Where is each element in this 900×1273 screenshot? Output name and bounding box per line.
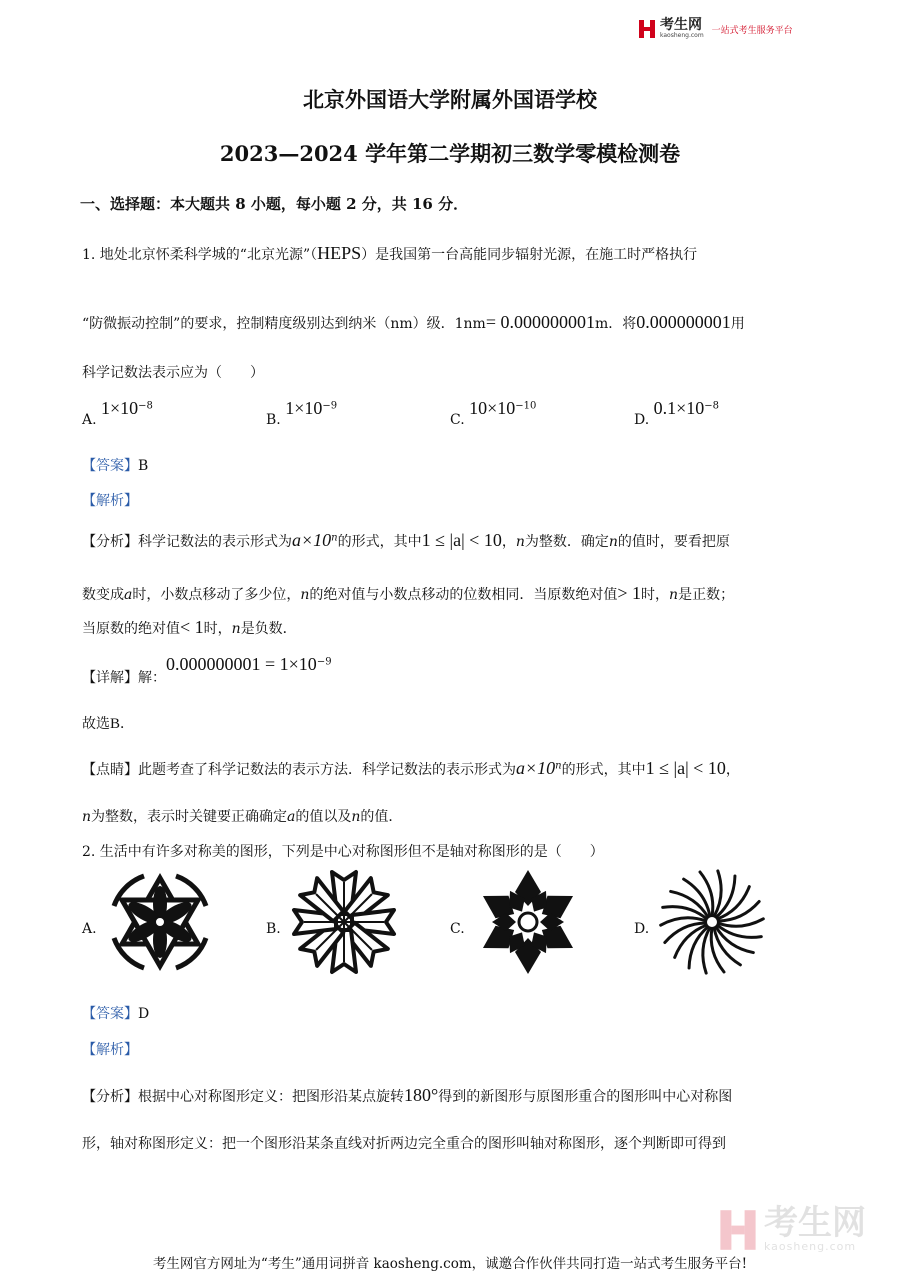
xiangjie-tag: 【详解】 <box>82 670 138 686</box>
math-n: n <box>515 534 525 550</box>
q1-dianjing-line2 <box>82 806 402 826</box>
q1-unit: m <box>594 316 609 332</box>
answer-tag: 【答案】 <box>82 458 138 474</box>
answer-tag: 【答案】 <box>82 1006 138 1022</box>
math-a: a <box>124 587 133 603</box>
answer-value: B <box>138 458 149 474</box>
math-n: n <box>300 587 310 603</box>
doc-title-exam: 2023—2024 学年第二学期初三数学零模检测卷 <box>219 141 681 166</box>
logo-name: 考生网 <box>660 17 702 33</box>
watermark-domain: kaosheng.com <box>764 1240 857 1253</box>
q1-xiangjie <box>82 654 332 686</box>
fenxi-tag: 【分析】 <box>82 534 138 550</box>
fenxi-text: 当原数的绝对值 <box>82 621 180 637</box>
math-range: 1 ≤ |a| < 10 <box>421 530 502 550</box>
fenxi-text: 的形式，其中 <box>337 534 422 550</box>
math-n: n <box>351 809 361 825</box>
option-letter: B. <box>266 412 281 428</box>
q1-dianjing-line1 <box>82 758 740 779</box>
fenxi-text: 的绝对值与小数点移动的位数相同．当原数绝对值 <box>309 587 618 603</box>
q2-fenxi-line1 <box>82 1085 732 1106</box>
math-n: n <box>555 760 562 772</box>
comma: ， <box>725 762 740 778</box>
q1-line1 <box>82 243 697 264</box>
q2-option-d-label[interactable]: D. <box>634 921 650 937</box>
q2-option-a-label[interactable]: A. <box>82 921 97 937</box>
header-logo[interactable] <box>638 18 793 40</box>
doc-title-school: 北京外国语大学附属外国语学校 <box>303 87 597 112</box>
dianjing-tag: 【点睛】 <box>82 762 138 778</box>
option-exponent: −9 <box>322 400 338 412</box>
q1-choose <box>82 713 134 733</box>
option-value: 0.1×10 <box>653 398 705 418</box>
option-exponent: −8 <box>138 400 153 412</box>
option-letter: D. <box>634 412 650 428</box>
logo-domain: kaosheng.com <box>660 32 704 39</box>
math-a-times-ten: a×10 <box>516 758 556 778</box>
q2-figure-b[interactable] <box>288 866 400 978</box>
option-exponent: −8 <box>704 400 720 412</box>
q1-line2 <box>82 312 745 333</box>
q1-option-b[interactable] <box>266 398 338 428</box>
q1-text: 用 <box>730 316 745 332</box>
math-n: n <box>331 532 338 544</box>
footer-text: 考生网官方网址为“考生”通用词拼音 kaosheng.com，诚邀合作伙伴共同打造一站式考生服务平台! <box>152 1256 748 1272</box>
q2-option-c-label[interactable]: C. <box>450 921 465 937</box>
q1-analysis-tag: 【解析】 <box>82 493 138 509</box>
q1-equation: = 0.000000001 <box>485 312 595 332</box>
dianjing-text: 此题考查了科学记数法的表示方法．科学记数法的表示形式为 <box>138 762 516 778</box>
q1-option-c[interactable] <box>450 398 537 428</box>
q1-option-a[interactable] <box>82 398 153 428</box>
kaosheng-logo-icon <box>638 19 656 39</box>
option-value: 1×10 <box>101 398 139 418</box>
option-letter: C. <box>450 412 465 428</box>
fenxi-text: 时， <box>203 621 232 637</box>
q1-line3: 科学记数法表示应为（ ） <box>82 365 264 381</box>
option-letter: A. <box>82 412 97 428</box>
dianjing-text: 的形式，其中 <box>561 762 646 778</box>
xiangjie-exponent: −9 <box>316 656 332 668</box>
q1-fenxi-line1 <box>82 530 730 551</box>
fenxi-text: 是正数； <box>678 587 735 603</box>
math-a-times-ten: a×10 <box>292 530 332 550</box>
q1-heps: HEPS <box>317 243 362 263</box>
math-a: a <box>287 809 296 825</box>
q2-option-b-label[interactable]: B. <box>266 921 281 937</box>
section-heading: 一、选择题：本大题共 8 小题，每小题 2 分，共 16 分． <box>80 195 469 213</box>
q1-fenxi-line2 <box>82 583 734 604</box>
q1-fenxi-line3 <box>82 617 297 638</box>
q1-text: 1. 地处北京怀柔科学城的“北京光源”（ <box>82 247 318 263</box>
watermark-logo-icon <box>718 1208 758 1252</box>
option-value: 1×10 <box>285 398 323 418</box>
fenxi-text: 时，小数点移动了多少位， <box>132 587 301 603</box>
dianjing-text: 为整数，表示时关键要正确确定 <box>91 809 288 825</box>
math-degree: 180° <box>404 1085 439 1105</box>
q2-analysis-tag: 【解析】 <box>82 1042 138 1058</box>
math-n: n <box>608 534 618 550</box>
q1-text: ．将 <box>608 316 637 332</box>
q1-text: “防微振动控制”的要求，控制精度级别达到纳米（nm）级．1nm <box>82 316 486 332</box>
fenxi-text: 数变成 <box>82 587 124 603</box>
xiangjie-text: 解： <box>138 670 166 686</box>
fenxi-text: 为整数．确定 <box>524 534 609 550</box>
math-range: 1 ≤ |a| < 10 <box>645 758 726 778</box>
q1-number: 0.000000001 <box>636 312 731 332</box>
fenxi-text: 是负数． <box>240 621 297 637</box>
math-n: n <box>231 621 241 637</box>
q2-figure-d[interactable] <box>656 866 768 978</box>
q2-answer <box>82 1003 149 1023</box>
xiangjie-equation: 0.000000001 = 1×10 <box>166 654 317 674</box>
fenxi-text: 的值时，要看把原 <box>617 534 730 550</box>
choose-text: 故选 <box>82 716 110 732</box>
choose-answer: B <box>110 716 121 732</box>
dianjing-text: 的值． <box>360 809 403 825</box>
fenxi-tag: 【分析】 <box>82 1089 138 1105</box>
fenxi-text: 根据中心对称图形定义：把图形沿某点旋转 <box>138 1089 404 1105</box>
q2-figure-a[interactable] <box>104 866 216 978</box>
q2-fenxi-line2: 形，轴对称图形定义：把一个图形沿某条直线对折两边完全重合的图形叫轴对称图形，逐个判断即可得到 <box>82 1136 726 1152</box>
fenxi-text: 时， <box>641 587 670 603</box>
fenxi-text: 得到的新图形与原图形重合的图形叫中心对称图 <box>438 1089 733 1105</box>
option-exponent: −10 <box>515 400 537 412</box>
math-gt-one: > 1 <box>617 583 642 603</box>
watermark <box>718 1203 866 1253</box>
watermark-name: 考生网 <box>764 1203 866 1243</box>
q1-option-d[interactable] <box>634 398 720 428</box>
q2-figure-c[interactable] <box>472 866 584 978</box>
dianjing-text: 的值以及 <box>295 809 352 825</box>
choose-period: ． <box>120 716 135 732</box>
fenxi-text: ， <box>501 534 516 550</box>
q2-stem: 2. 生活中有许多对称美的图形，下列是中心对称图形但不是轴对称图形的是（ ） <box>82 844 604 860</box>
fenxi-text: 科学记数法的表示形式为 <box>138 534 292 550</box>
math-lt-one: < 1 <box>180 617 204 637</box>
answer-value: D <box>138 1006 150 1022</box>
logo-slogan: 一站式考生服务平台 <box>711 25 793 36</box>
math-n: n <box>669 587 679 603</box>
q1-answer <box>82 455 148 475</box>
option-value: 10×10 <box>469 398 516 418</box>
q1-text: ）是我国第一台高能同步辐射光源，在施工时严格执行 <box>361 247 698 263</box>
math-n: n <box>82 809 92 825</box>
